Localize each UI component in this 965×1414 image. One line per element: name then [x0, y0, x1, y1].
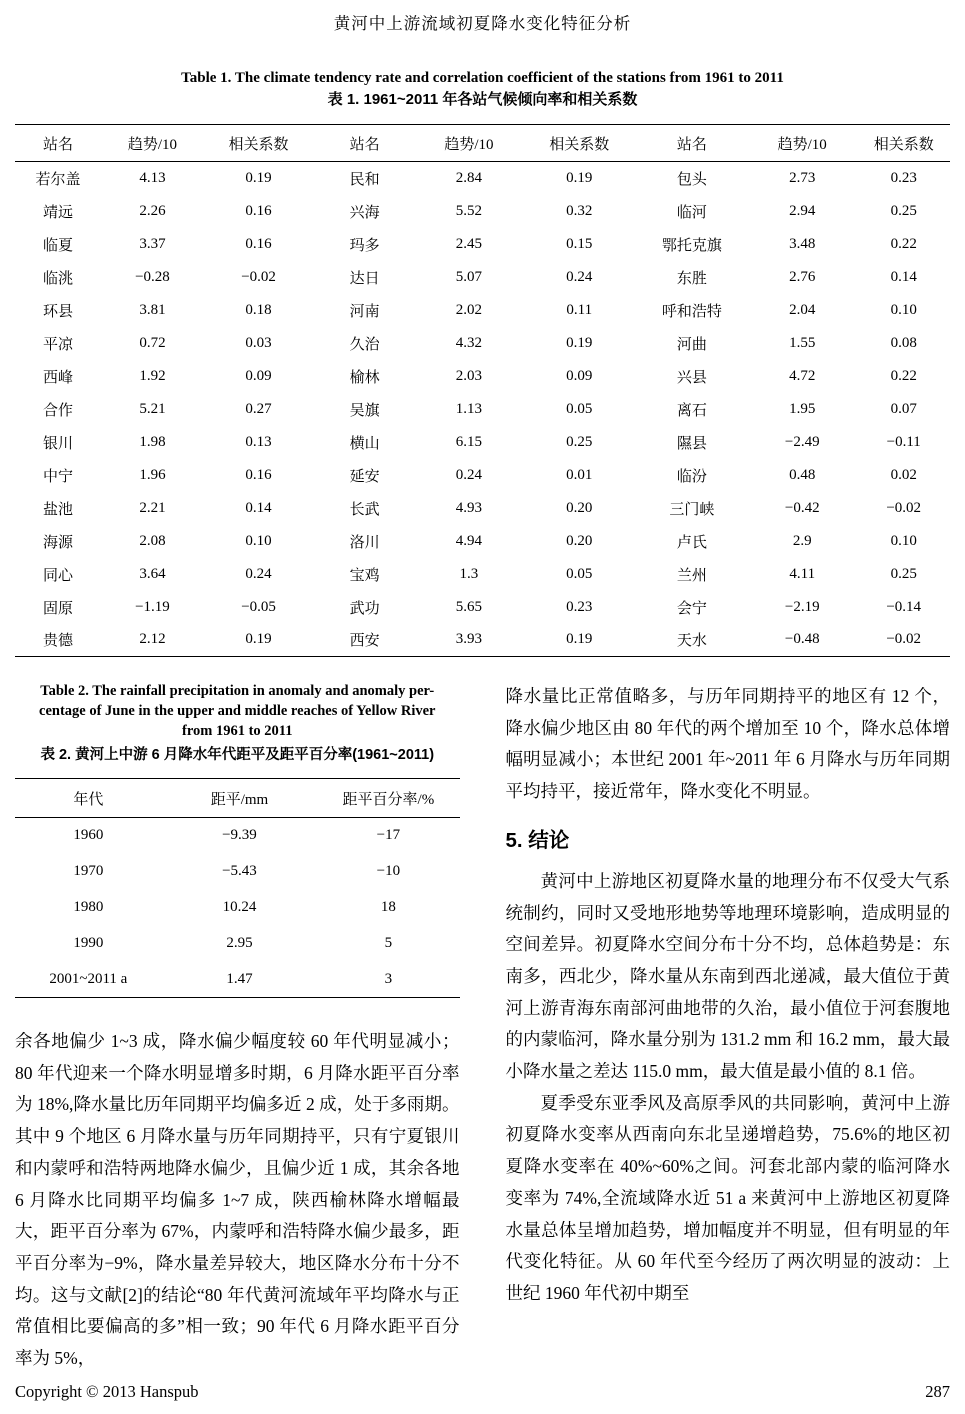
table-cell: 0.25	[890, 202, 917, 219]
table-cell: 3	[384, 970, 393, 987]
table-cell: 0.01	[566, 466, 593, 483]
table-row	[15, 393, 950, 426]
page-footer	[15, 1382, 950, 1402]
table-row	[15, 261, 950, 294]
table-cell: 2.95	[226, 935, 253, 951]
table-cell: 1.3	[459, 565, 479, 582]
table-cell: 2.84	[455, 169, 483, 186]
running-head-title: 黄河中上游流域初夏降水变化特征分析	[333, 14, 632, 33]
column-header: 站名	[637, 125, 747, 162]
column-header: 站名	[313, 125, 416, 162]
column-header: 相关系数	[204, 125, 313, 162]
table-cell: 5.52	[455, 202, 483, 219]
table-cell: 海源	[43, 534, 74, 551]
table-cell: 2.21	[139, 499, 166, 516]
table-cell: 0.16	[245, 466, 272, 483]
table-cell: 0.09	[566, 367, 593, 384]
table-cell: 4.72	[789, 367, 816, 384]
table2-rainfall-anomaly	[15, 778, 460, 998]
table-cell: 河南	[349, 303, 380, 320]
table-cell: 1.95	[789, 400, 816, 417]
column-header: 距平百分率/%	[317, 779, 459, 818]
table-cell: 2.73	[789, 169, 816, 186]
table-cell: 1.47	[226, 970, 253, 987]
header-row	[15, 125, 950, 162]
table-cell: 10.24	[222, 899, 257, 915]
table-cell: −1.19	[135, 598, 170, 615]
table-cell: 中宁	[43, 468, 74, 485]
table-cell: 4.32	[455, 334, 483, 351]
table-cell: 0.19	[566, 334, 593, 351]
table-row	[15, 926, 460, 962]
table-cell: 宝鸡	[349, 567, 380, 584]
table-cell: −0.42	[784, 499, 820, 516]
table-cell: 0.08	[890, 334, 917, 351]
two-column-section	[15, 681, 950, 1375]
column-header: 站名	[15, 125, 101, 162]
table-cell: 2.76	[789, 268, 816, 285]
right-column	[506, 681, 951, 1375]
table-cell: 天水	[676, 633, 707, 650]
table-cell: 0.10	[890, 301, 917, 318]
table-cell: 0.19	[566, 631, 593, 648]
table-cell: 会宁	[676, 600, 707, 617]
column-header: 趋势/10	[747, 125, 857, 162]
table-row	[15, 591, 950, 624]
table-cell: −0.05	[241, 598, 276, 615]
table-cell: 武功	[349, 600, 380, 617]
table-cell: 2.02	[455, 301, 483, 318]
table-cell: 0.10	[890, 532, 917, 549]
table-cell: 0.16	[245, 235, 272, 252]
table-cell: 0.10	[245, 532, 272, 549]
table-cell: 2.08	[139, 532, 166, 549]
table-cell: 银川	[43, 435, 74, 452]
table-cell: 0.20	[566, 532, 593, 549]
table-cell: 0.24	[245, 565, 272, 582]
table1-climate-tendency	[15, 124, 950, 657]
table-row	[15, 854, 460, 890]
table-cell: 0.14	[890, 268, 917, 285]
table-cell: −10	[376, 863, 401, 879]
right-paragraph-2: 黄河中上游地区初夏降水量的地理分布不仅受大气系统制约，同时又受地形地势等地理环境影响，造成明显的空间差异。初夏降水空间分布十分不均，总体趋势是：东南多，西北少，降水量从东南到西北递减，最大值位于黄河上游青海东南部河曲地带的久治，最小值位于河套腹地的内蒙临河，降水量分别为 131.2 mm 和 16.2 mm，最大最小降水量之差达 115.0 mm，最大值是最小值的 8.1 倍。	[505, 870, 950, 1082]
table-cell: 2.03	[455, 367, 483, 384]
table-cell: 固原	[43, 600, 74, 617]
table-cell: 贵德	[43, 633, 74, 650]
column-header: 趋势/10	[416, 125, 522, 162]
table-cell: 鄂托克旗	[661, 237, 722, 254]
table2-caption-en-line3: from 1961 to 2011	[182, 723, 293, 739]
table-row	[15, 426, 950, 459]
table-cell: 0.24	[566, 268, 593, 285]
table-row	[15, 890, 460, 926]
table-cell: 2.94	[789, 202, 816, 219]
table-cell: 西峰	[43, 369, 74, 386]
table-row	[15, 327, 950, 360]
table-cell: 18	[380, 899, 396, 915]
header-row	[15, 779, 460, 818]
table2-body	[15, 818, 460, 998]
table1-caption-en: Table 1. The climate tendency rate and correlation coefficient of the stations from 1961 to 2011	[181, 70, 784, 86]
table2-head	[15, 779, 460, 818]
table-row	[15, 525, 950, 558]
table-cell: −0.02	[886, 631, 922, 648]
table-cell: 1.13	[455, 400, 483, 417]
table-cell: 若尔盖	[35, 171, 81, 188]
table-cell: 横山	[349, 435, 380, 452]
table-cell: 兴海	[349, 204, 380, 221]
table-cell: 1980	[73, 899, 104, 915]
table-cell: 包头	[676, 171, 707, 188]
table-cell: −2.49	[784, 433, 820, 450]
table-cell: 1.98	[139, 433, 166, 450]
table-cell: 合作	[43, 402, 74, 419]
table1-caption	[15, 68, 950, 111]
table-cell: 兰州	[676, 567, 707, 584]
table-row	[15, 624, 950, 657]
table-row	[15, 195, 950, 228]
table-cell: 3.64	[139, 565, 166, 582]
table-cell: 2.9	[792, 532, 812, 549]
table-cell: 盐池	[43, 501, 74, 518]
table-cell: −0.02	[886, 499, 922, 516]
table1-body	[15, 162, 950, 657]
table-cell: 0.09	[245, 367, 272, 384]
right-paragraph-1: 降水量比正常值略多，与历年同期持平的地区有 12 个，降水偏少地区由 80 年代的两个增加至 10 个，降水总体增幅明显减小；本世纪 2001 年~2011 年 6 月降水与历年同期平均持平，接近常年，降水变化不明显。	[505, 686, 950, 802]
table-cell: 靖远	[43, 204, 74, 221]
table-cell: −0.11	[886, 433, 921, 450]
table-row	[15, 558, 950, 591]
table-cell: 2.26	[139, 202, 166, 219]
table-cell: 1.92	[139, 367, 166, 384]
table-cell: −0.28	[135, 268, 170, 285]
table-cell: −17	[376, 827, 401, 844]
table-cell: 临河	[676, 204, 707, 221]
table-cell: 5.21	[139, 400, 166, 417]
table-cell: 0.05	[566, 565, 593, 582]
table-cell: 西安	[349, 633, 380, 650]
column-header: 趋势/10	[101, 125, 204, 162]
table-cell: 4.11	[789, 565, 816, 582]
table-cell: 1960	[73, 827, 104, 844]
right-paragraph-3: 夏季受东亚季风及高原季风的共同影响，黄河中上游初夏降水变率从西南向东北呈递增趋势，75.6%的地区初夏降水变率在 40%~60%之间。河套北部内蒙的临河降水变率为 74%,全流域降水近 51 a 来黄河中上游地区初夏降水量总体呈增加趋势，增加幅度并不明显，但有明显的年代变化特征。从 60 年代至今经历了两次明显的波动：上世纪 1960 年代初中期至	[505, 1092, 950, 1303]
table-cell: 2.04	[789, 301, 816, 318]
table-row	[15, 962, 460, 998]
table-row	[15, 228, 950, 261]
table-cell: 0.05	[566, 400, 593, 417]
table-cell: 0.18	[245, 301, 272, 318]
table1-caption-zh: 表 1. 1961~2011 年各站气候倾向率和相关系数	[327, 91, 638, 108]
table-cell: 0.19	[245, 169, 272, 186]
table-cell: 0.23	[566, 598, 593, 615]
table-row	[15, 162, 950, 195]
table-cell: 5.07	[455, 268, 483, 285]
table-cell: 0.25	[566, 433, 593, 450]
footer-copyright: Copyright © 2013 Hanspub	[15, 1382, 199, 1401]
table-cell: 3.93	[455, 631, 483, 648]
column-header: 距平/mm	[162, 779, 318, 818]
table-cell: 兴县	[676, 369, 707, 386]
table-cell: 东胜	[676, 270, 707, 287]
table-row	[15, 294, 950, 327]
table-cell: 3.37	[139, 235, 166, 252]
table-cell: 玛多	[349, 237, 380, 254]
table-cell: 同心	[43, 567, 74, 584]
table-cell: 三门峡	[669, 501, 715, 518]
table-cell: 0.14	[245, 499, 272, 516]
table-row	[15, 360, 950, 393]
table-cell: 河曲	[676, 336, 707, 353]
table-cell: 临夏	[43, 237, 74, 254]
table-cell: 民和	[349, 171, 380, 188]
table-cell: −0.02	[241, 268, 276, 285]
left-column	[15, 681, 460, 1375]
table-cell: −0.48	[784, 631, 820, 648]
table-cell: 呼和浩特	[661, 303, 722, 320]
table-cell: 1990	[73, 935, 104, 951]
table-cell: 0.48	[789, 466, 816, 483]
column-header: 相关系数	[857, 125, 950, 162]
column-header: 相关系数	[522, 125, 637, 162]
table-cell: 0.32	[566, 202, 593, 219]
table-cell: 榆林	[349, 369, 380, 386]
table-cell: 3.48	[789, 235, 816, 252]
table-cell: 0.13	[245, 433, 272, 450]
table-cell: 2.12	[139, 631, 166, 648]
table-cell: 临汾	[676, 468, 707, 485]
table2-caption-en-line1: Table 2. The rainfall precipitation in anomaly and anomaly per-	[40, 683, 435, 699]
table-cell: 0.72	[139, 334, 166, 351]
table-cell: 隰县	[676, 435, 707, 452]
table-cell: 久治	[349, 336, 380, 353]
table-cell: 吴旗	[349, 402, 380, 419]
table-cell: −9.39	[222, 827, 257, 844]
table-cell: 延安	[349, 468, 380, 485]
table-cell: 0.19	[566, 169, 593, 186]
table-cell: 卢氏	[676, 534, 707, 551]
left-column-paragraph: 余各地偏少 1~3 成，降水偏少幅度较 60 年代明显减小；80 年代迎来一个降水明显增多时期，6 月降水距平百分率为 18%,降水量比历年同期平均偏多近 2 成，处于多雨期。其中 9 个地区 6 月降水量与历年同期持平，只有宁夏银川和内蒙呼和浩特两地降水偏少，且偏少近 1 成，其余各地 6 月降水比同期平均偏多 1~7 成，陕西榆林降水增幅最大，距平百分率为 67%，内蒙呼和浩特降水偏少最多，距平百分率为−9%，降水量差异较大，地区降水分布十分不均。这与文献[2]的结论“80 年代黄河流域年平均降水与正常值相比要偏高的多”相一致；90 年代 6 月降水距平百分率为 5%，	[15, 1031, 460, 1369]
table2-caption	[15, 681, 460, 766]
table-cell: 0.03	[245, 334, 272, 351]
table-cell: −0.14	[886, 598, 922, 615]
table-cell: 0.07	[890, 400, 917, 417]
table-cell: 临洮	[43, 270, 74, 287]
table-cell: 达日	[349, 270, 380, 287]
table-cell: 1970	[73, 863, 104, 879]
table-cell: 4.13	[139, 169, 166, 186]
table-cell: 平凉	[43, 336, 74, 353]
table-cell: 1.96	[139, 466, 166, 483]
table-cell: 洛川	[349, 534, 380, 551]
section-heading-conclusion: 5. 结论	[505, 828, 570, 852]
table-cell: 4.93	[455, 499, 483, 516]
table-cell: 0.19	[245, 631, 272, 648]
table-cell: 0.25	[890, 565, 917, 582]
table2-caption-en-line2: centage of June in the upper and middle reaches of Yellow River	[39, 703, 436, 719]
table-cell: 0.22	[890, 367, 917, 384]
table-cell: 3.81	[139, 301, 166, 318]
table-row	[15, 818, 460, 854]
table-cell: 6.15	[455, 433, 483, 450]
table-cell: 0.11	[566, 301, 593, 318]
table-row	[15, 459, 950, 492]
table-cell: 0.20	[566, 499, 593, 516]
table1-head	[15, 125, 950, 162]
table-cell: 0.16	[245, 202, 272, 219]
table-cell: 0.15	[566, 235, 593, 252]
table-row	[15, 492, 950, 525]
footer-page-number: 287	[925, 1382, 950, 1401]
table-cell: 长武	[349, 501, 380, 518]
table-cell: 2001~2011 a	[49, 970, 128, 987]
column-header: 年代	[15, 779, 162, 818]
table-cell: 0.23	[890, 169, 917, 186]
table2-caption-zh: 表 2. 黄河上中游 6 月降水年代距平及距平百分率(1961~2011)	[40, 747, 435, 763]
table-cell: 1.55	[789, 334, 816, 351]
table-cell: 0.27	[245, 400, 272, 417]
table-cell: 0.22	[890, 235, 917, 252]
table-cell: −5.43	[222, 863, 257, 879]
table-cell: −2.19	[784, 598, 820, 615]
table-cell: 2.45	[455, 235, 483, 252]
table-cell: 0.02	[890, 466, 917, 483]
table-cell: 5	[384, 935, 393, 951]
table-cell: 离石	[676, 402, 707, 419]
table-cell: 0.24	[455, 466, 483, 483]
table-cell: 4.94	[455, 532, 483, 549]
table-cell: 环县	[43, 303, 74, 320]
table-cell: 5.65	[455, 598, 483, 615]
